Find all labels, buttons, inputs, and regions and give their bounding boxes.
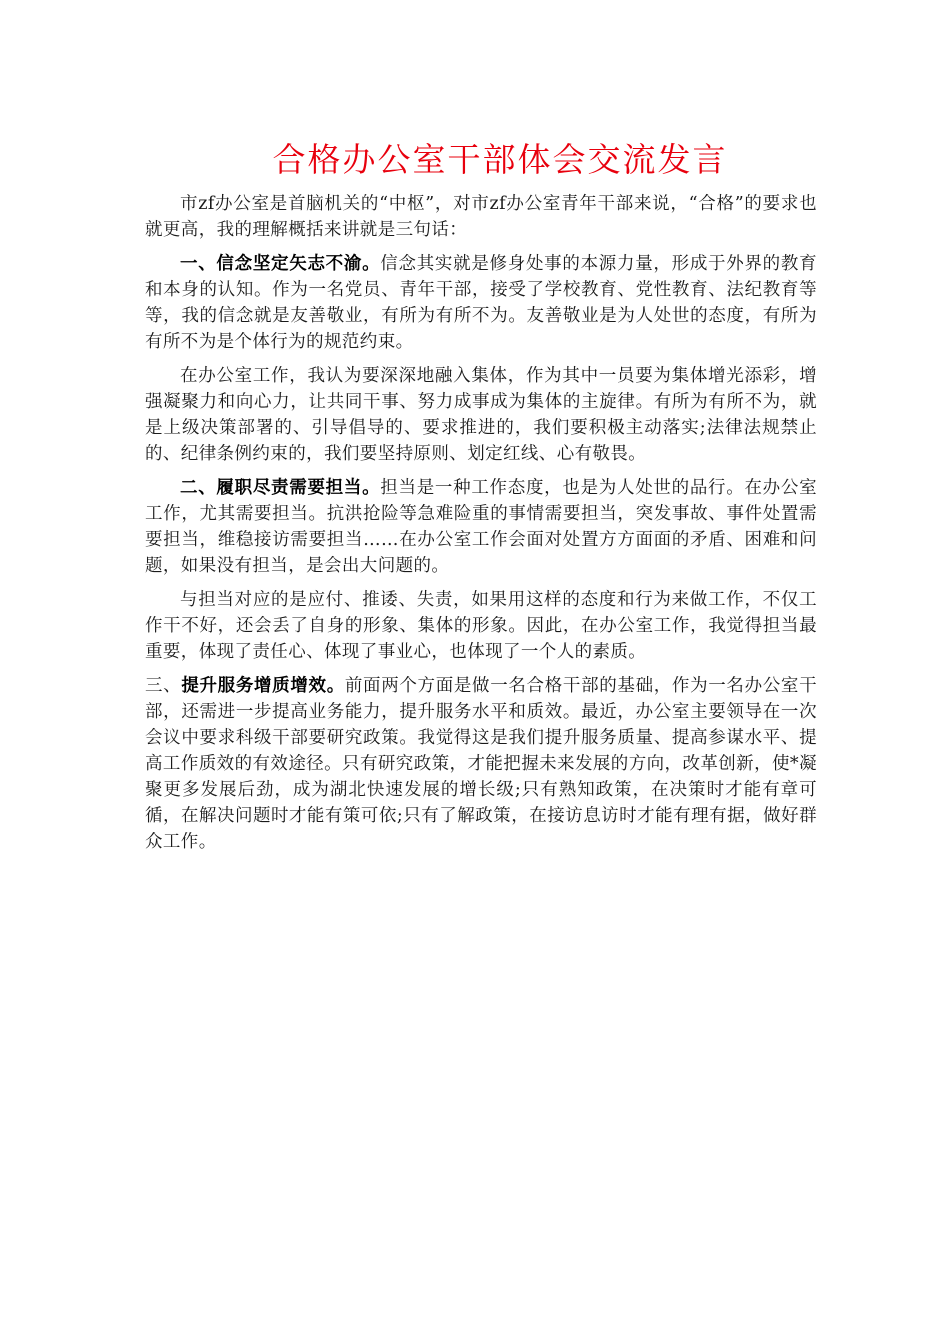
paragraph-section-2-detail xyxy=(145,587,817,665)
paragraph-section-3 xyxy=(145,673,817,855)
paragraph-section-1-detail xyxy=(145,363,817,467)
document-title: 合格办公室干部体会交流发言 xyxy=(272,140,728,179)
paragraph-text: 担当是一种工作态度，也是为人处世的品行。在办公室工作，尤其需要担当。抗洪抢险等急难险重的事情需要担当，突发事故、事件处置需要担当，维稳接访需要担当……在办公室工作会面对处置方方面面的矛盾、困难和问题，如果没有担当，是会出大问题的。 xyxy=(145,478,817,576)
section-heading: 提升服务增质增效。 xyxy=(181,676,345,696)
section-heading: 二、履职尽责需要担当。 xyxy=(180,478,381,498)
paragraph-text: 前面两个方面是做一名合格干部的基础，作为一名办公室干部，还需进一步提高业务能力，提升服务水平和质效。最近，办公室主要领导在一次会议中要求科级干部要研究政策。我觉得这是我们提升服务质量、提高参谋水平、提高工作质效的有效途径。只有研究政策，才能把握未来发展的方向，改革创新，使*凝聚更多发展后劲，成为湖北快速发展的增长级;只有熟知政策，在决策时才能有章可循，在解决问题时才能有策可依;只有了解政策，在接访息访时才能有理有据，做好群众工作。 xyxy=(145,676,817,852)
paragraph-text: 与担当对应的是应付、推诿、失责，如果用这样的态度和行为来做工作，不仅工作干不好，还会丢了自身的形象、集体的形象。因此，在办公室工作，我觉得担当最重要，体现了责任心、体现了事业心，也体现了一个人的素质。 xyxy=(145,590,817,662)
paragraph-intro xyxy=(145,191,817,243)
document-body xyxy=(145,191,817,863)
paragraph-text: 信念其实就是修身处事的本源力量，形成于外界的教育和本身的认知。作为一名党员、青年干部，接受了学校教育、党性教育、法纪教育等等，我的信念就是友善敬业，有所为有所不为。友善敬业是为人处世的态度，有所为有所不为是个体行为的规范约束。 xyxy=(145,254,817,352)
paragraph-section-1 xyxy=(145,251,817,355)
paragraph-section-2 xyxy=(145,475,817,579)
paragraph-text: 市zf办公室是首脑机关的“中枢”，对市zf办公室青年干部来说，“合格”的要求也就更高，我的理解概括来讲就是三句话： xyxy=(145,194,817,240)
section-heading: 一、信念坚定矢志不渝。 xyxy=(180,254,381,274)
paragraph-text: 在办公室工作，我认为要深深地融入集体，作为其中一员要为集体增光添彩，增强凝聚力和向心力，让共同干事、努力成事成为集体的主旋律。有所为有所不为，就是上级决策部署的、引导倡导的、要求推进的，我们要积极主动落实;法律法规禁止的、纪律条例约束的，我们要坚持原则、划定红线、心有敬畏。 xyxy=(145,366,817,464)
section-number: 三、 xyxy=(145,676,182,696)
